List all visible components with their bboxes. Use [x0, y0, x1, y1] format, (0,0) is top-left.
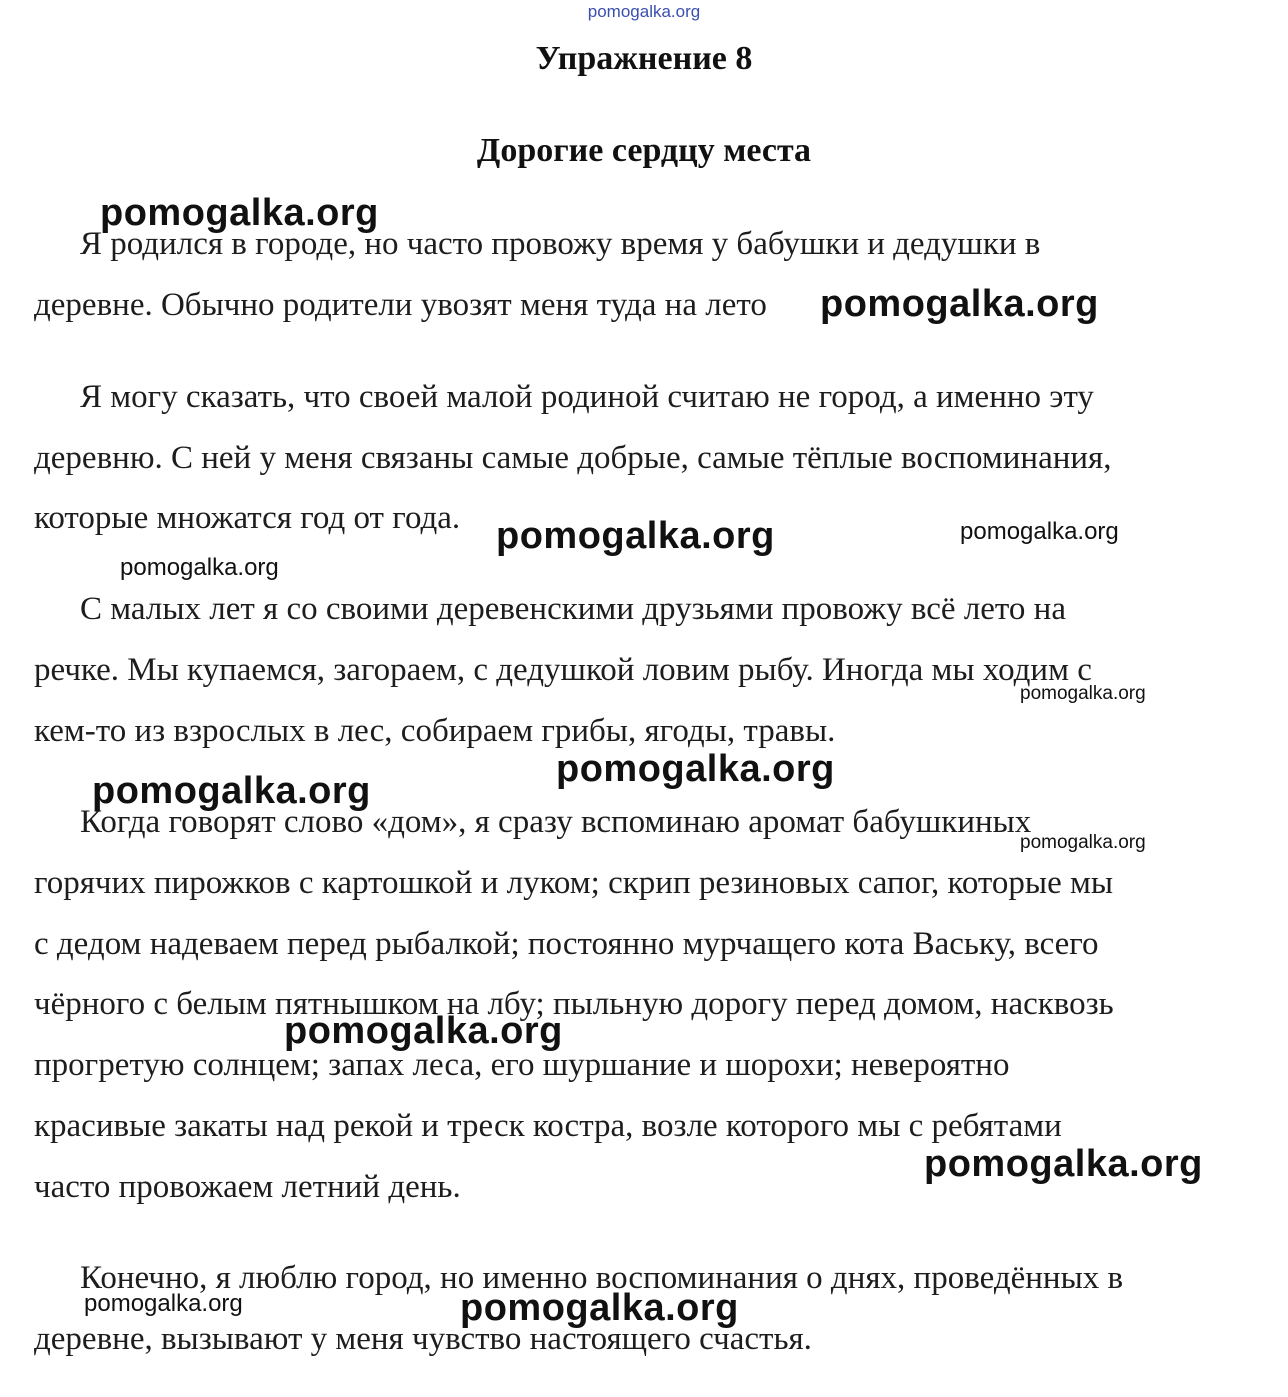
watermark: pomogalka.org: [120, 554, 279, 581]
watermark: pomogalka.org: [556, 748, 835, 790]
watermark-top: pomogalka.org: [587, 2, 701, 21]
paragraph-4-line-6: красивые закаты над рекой и треск костра, возле которого мы с ребятами: [34, 1108, 1062, 1144]
watermark: pomogalka.org: [100, 192, 379, 234]
paragraph-5-line-2: деревне, вызывают у меня чувство настоящего счастья.: [34, 1321, 812, 1357]
watermark: pomogalka.org: [84, 1290, 243, 1317]
paragraph-5-line-1: Конечно, я люблю город, но именно воспоминания о днях, проведённых в: [80, 1260, 1124, 1296]
watermark: pomogalka.org: [460, 1287, 739, 1329]
watermark: pomogalka.org: [924, 1143, 1203, 1185]
paragraph-4-line-7: часто провожаем летний день.: [34, 1169, 461, 1205]
paragraph-2-line-1: Я могу сказать, что своей малой родиной считаю не город, а именно эту: [80, 379, 1094, 415]
watermark: pomogalka.org: [284, 1010, 563, 1052]
paragraph-4-line-4: чёрного с белым пятнышком на лбу; пыльную дорогу перед домом, насквозь: [34, 986, 1114, 1022]
paragraph-3-line-2: речке. Мы купаемся, загораем, с дедушкой ловим рыбу. Иногда мы ходим с: [34, 652, 1092, 688]
paragraph-4-line-5: прогретую солнцем; запах леса, его шуршание и шорохи; невероятно: [34, 1047, 1010, 1083]
paragraph-3-line-1: С малых лет я со своими деревенскими друзьями провожу всё лето на: [80, 591, 1066, 627]
paragraph-2-line-2: деревню. С ней у меня связаны самые добрые, самые тёплые воспоминания,: [34, 440, 1112, 476]
essay-title: Дорогие сердцу места: [476, 132, 812, 169]
watermark: pomogalka.org: [960, 518, 1119, 545]
watermark: pomogalka.org: [820, 283, 1099, 325]
watermark: pomogalka.org: [92, 770, 371, 812]
paragraph-3-line-3: кем-то из взрослых в лес, собираем грибы, ягоды, травы.: [34, 713, 836, 749]
paragraph-1-line-2: деревне. Обычно родители увозят меня туда на лето: [34, 287, 767, 323]
paragraph-4-line-1: Когда говорят слово «дом», я сразу вспоминаю аромат бабушкиных: [80, 804, 1032, 840]
exercise-title: Упражнение 8: [535, 40, 753, 77]
watermark: pomogalka.org: [496, 515, 775, 557]
paragraph-4-line-3: с дедом надеваем перед рыбалкой; постоянно мурчащего кота Ваську, всего: [34, 926, 1099, 962]
paragraph-4-line-2: горячих пирожков с картошкой и луком; скрип резиновых сапог, которые мы: [34, 865, 1114, 901]
watermark: pomogalka.org: [1020, 832, 1146, 853]
paragraph-1-line-1: Я родился в городе, но часто провожу время у бабушки и дедушки в: [80, 226, 1041, 262]
watermark: pomogalka.org: [1020, 683, 1146, 704]
paragraph-2-line-3: которые множатся год от года.: [34, 500, 461, 536]
